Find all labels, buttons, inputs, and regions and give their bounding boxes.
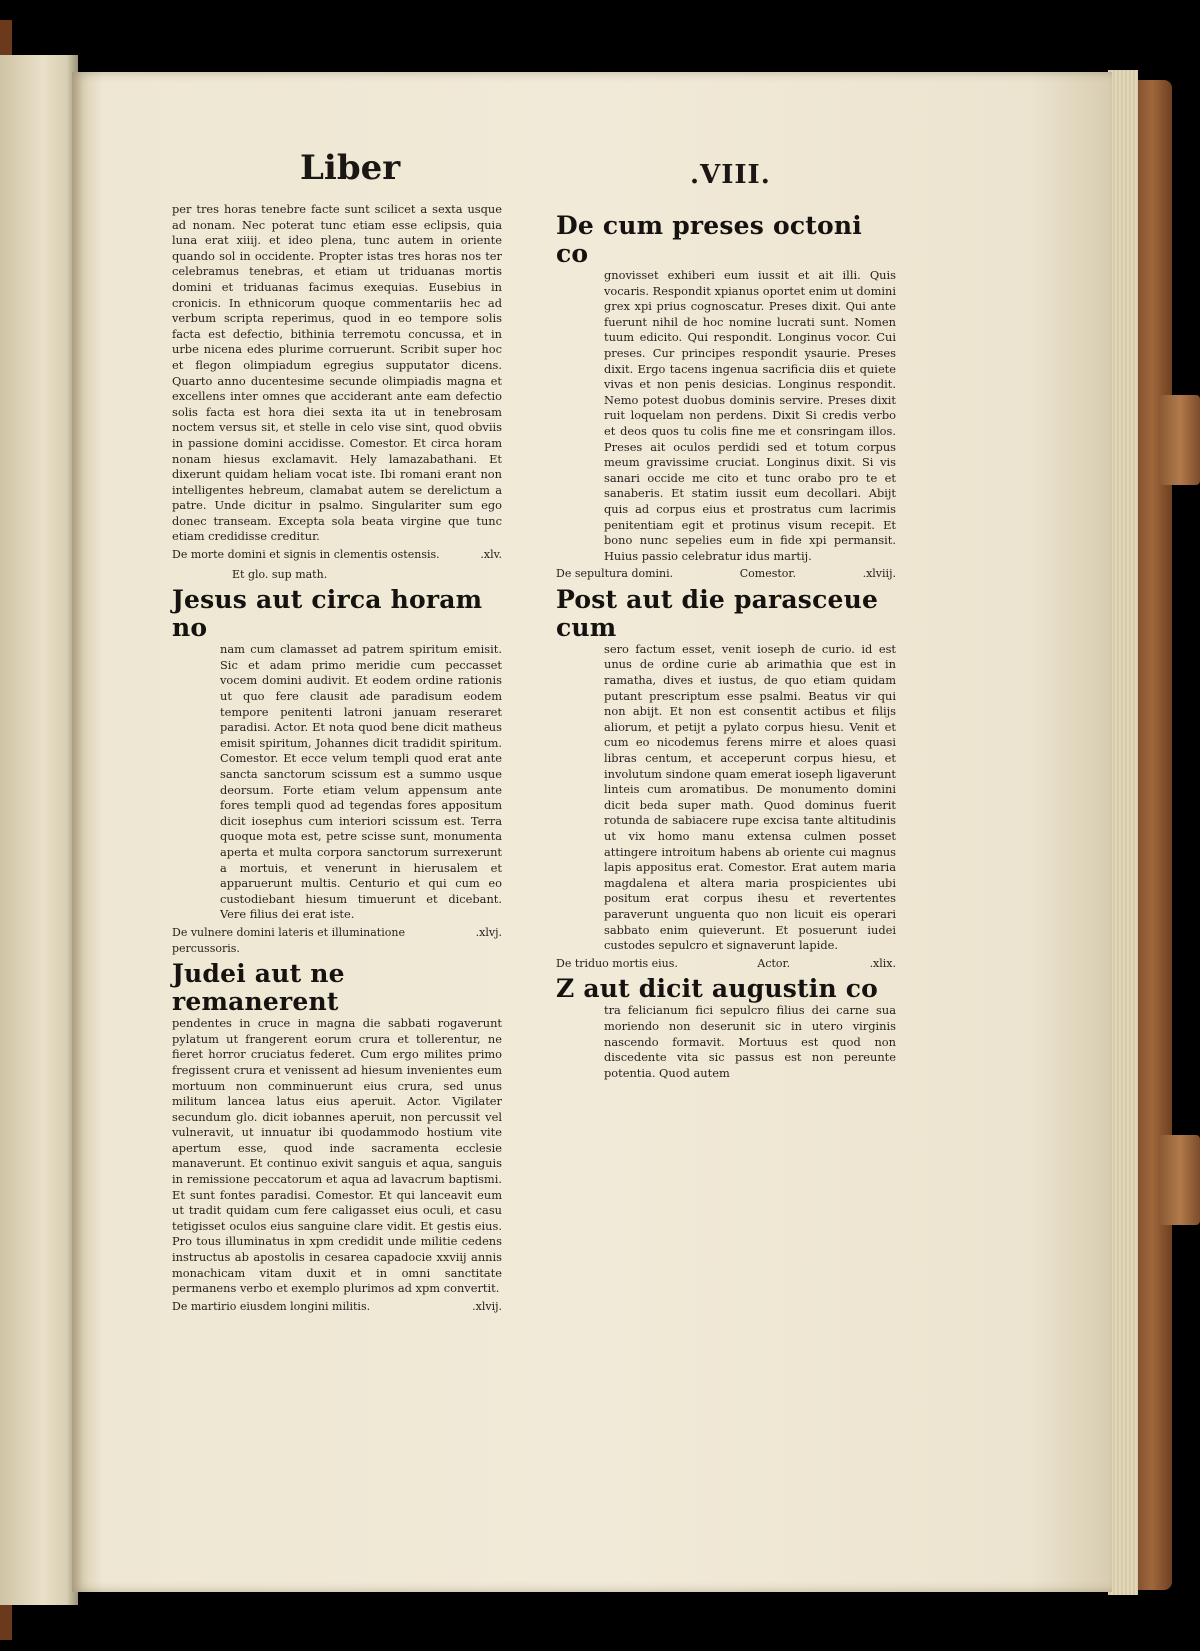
chapter-heading: Z aut dicit augustin co [556,974,879,1004]
clasp-lower [1160,1135,1200,1225]
paragraph: nam cum clamasset ad patrem spiritum emisit. Sic et adam primo meridie cum peccasset vocem domini audivit. Et eodem ordine rationis ut quo fere clausit ade paradisum eodem tempore penitenti latroni januam reseraret paradisi. Actor. Et nota quod bene dicit matheus emisit spiritum, Johannes dicit tradidit spiritum. Comestor. Et ecce velum templi quod erat ante sancta sanctorum scissum est a summo usque deorsum. Forte etiam velum appensum ante fores templi quod ad tegendas fores appositum dicit iosephus cum interiori scissum est. Terra quoque mota est, petre scisse sunt, monumenta aperta et multa corpora sanctorum surrexerunt a mortuis, et venerunt in hierusalem et apparuerunt multis. Centurio et qui cum eo custodiebant hiesum timuerunt et dicebant. Vere filius dei erat iste. [220,642,502,922]
rubric-text: De martirio eiusdem longini militis. [172,1299,371,1313]
chapter-heading: Post aut die parasceue cum [556,584,879,642]
rubric [172,1299,502,1315]
rubric-source: Comestor. [739,567,796,581]
rubric [556,956,896,972]
page-stack-edge [1108,70,1138,1595]
paragraph: tra felicianum fici sepulcro filius dei carne sua moriendo non deserunit sic in utero virginis nascendo formavit. Mortuus est quod non discedente vita sic passus est non pereunte potentia. Quod autem [604,1003,896,1080]
left-page-edge [0,55,78,1605]
paragraph: per tres horas tenebre facte sunt scilicet a sexta usque ad nonam. Nec poterat tunc etiam esse eclipsis, quia luna erat xiiij. et ideo plena, tunc autem in oriente quando sol in occidente. Propter istas tres horas nos ter celebramus tenebras, et etiam ut triduanas mortis domini et triduanas facimus exequias. Eusebius in cronicis. In ethnicorum quoque commentariis hec ad verbum scripta reperimus, quod in eo tempore solis facta est defectio, bithinia terremotu concussa, et in urbe nicena edes plurime corruerunt. Scribit super hoc et flegon olimpiadum egregius supputator dicens. Quarto anno ducentesime secunde olimpiadis magna et excellens inter omnes que acciderant ante eam defectio solis facta est hora diei sexta ita ut in tenebrosam noctem versus sit, et stelle in celo vise sint, quod obviis in passione domini accidisse. Comestor. Et circa horam nonam hiesus exclamavit. Hely lamazabathani. Et dixerunt quidam heliam vocat iste. Ibi romani erant non intelligentes hebreum, clamabat autem se derelictum a patre. Unde dicitur in psalmo. Singulariter sum ego donec transeam. Excepta sola beata virgine que tunc etiam credidisse creditur. [172,202,502,544]
running-head-left: Liber [300,148,401,188]
rubric-number: .xlix. [869,956,896,970]
rubric-number: .xlvj. [475,925,502,939]
rubric-text: De sepultura domini. [556,567,674,581]
chapter-heading: De cum preses octoni co [556,211,862,268]
rubric-number: .xlv. [480,548,502,562]
rubric [556,566,896,582]
rubric-text: De vulnere domini lateris et illuminatione percussoris. [172,925,405,955]
paragraph: gnovisset exhiberi eum iussit et ait illi. Quis vocaris. Respondit xpianus oportet enim ut domini grex xpi prius cognoscatur. Preses dixit. Qui ante fuerunt nihil de hoc nomine lucrati sunt. Nomen tuum edicito. Qui respondit. Longinus vocor. Cui preses. Cur principes respondit ysaurie. Preses dixit. Ergo tacens ingenua sacrificia diis et quiete vivas et non penis desicias. Longinus respondit. Nemo potest duobus dominis servire. Preses dixit ruit loquelam non perdens. Dixit Si credis verbo et deos quos tu colis fine me et consringam illos. Preses ait oculos perdidi sed et totum corpus meum gravissime cruciat. Longinus dixit. Si vis sanari occide me cito et tunc orabo pro te et sanaberis. Et statim iussit eum decollari. Abijt quis ad corpus eius et prostratus cum lacrimis penitentiam egit et protinus visum recepit. Et bono nunc sepelies eum in fide xpi permansit. Huius passio celebratur idus martij. [604,268,896,563]
running-head-right: .VIII. [690,160,771,190]
paragraph: sero factum esset, venit ioseph de curio. id est unus de ordine curie ab arimathia que est in ramatha, dives et iustus, de quo etiam quidam putant prescriptum esse psalmi. Beatus vir qui non abijt. Et non est consentit actibus et filijs aliorum, et petijt a pylato corpus hiesu. Venit et cum eo nicodemus ferens mirre et aloes quasi libras centum, et acceperunt corpus hiesu, et involutum sindone quam emerat ioseph ligaverunt linteis cum aromatibus. De monumento domini dicit beda super math. Quod dominus fuerit rotunda de sabiacere rupe excisa tante altitudinis ut vix homo manu extensa culmen posset attingere introitum habens ab oriente cui magnus lapis appositus erat. Comestor. Erat autem maria magdalena et altera maria prospicientes ubi positum erat corpus ihesu et revertentes paraverunt unguenta quo non licuit eis operari sabbato enim quieverunt. Et posuerunt iudei custodes sepulcro et signaverunt lapide. [604,641,896,953]
chapter-heading: Judei aut ne remanerent [172,959,345,1017]
rubric-text: De morte domini et signis in clementis ostensis. [172,548,440,562]
rubric-number: .xlviij. [862,567,896,581]
chapter-heading: Jesus aut circa horam no [172,585,483,643]
text-column-right [556,210,896,1081]
rubric-source: Et glo. sup math. [232,567,328,581]
rubric [172,925,502,956]
rubric [172,547,502,563]
paragraph: pendentes in cruce in magna die sabbati rogaverunt pylatum ut frangerent eorum crura et tollerentur, ne fieret horror cruciatus federet. Cum ergo milites primo fregissent crura et venissent ad hiesum invenientes eum mortuum non comminuerunt eius crura, sed unus militum lancea latus eius aperuit. Actor. Vigilater secundum glo. dicit iobannes aperuit, non percussit vel vulneravit, ut innuatur ibi quodammodo hostium vite apertum esse, quod inde sacramenta ecclesie manaverunt. Et continuo exivit sanguis et aqua, sanguis in remissione peccatorum et aqua ad lavacrum baptismi. Et sunt fontes paradisi. Comestor. Et qui lanceavit eum ut tradit quidam cum fere caligasset eius oculi, et casu tetigisset oculos eius sanguine clare vidit. Et gestis eius. Pro tous illuminatus in xpm credidit unde militie cedens instructus ab apostolis in cesarea capadocie xxviij annis monachicam vitam duxit et in omni sanctitate permanens verbo et exemplo plurimos ad xpm convertit. [172,1016,502,1296]
rubric-text: De triduo mortis eius. [556,956,678,970]
text-column-left [172,202,502,1318]
clasp-upper [1160,395,1200,485]
back-cover [1132,80,1172,1590]
rubric-source: Actor. [757,956,791,970]
rubric-number: .xlvij. [472,1299,502,1313]
